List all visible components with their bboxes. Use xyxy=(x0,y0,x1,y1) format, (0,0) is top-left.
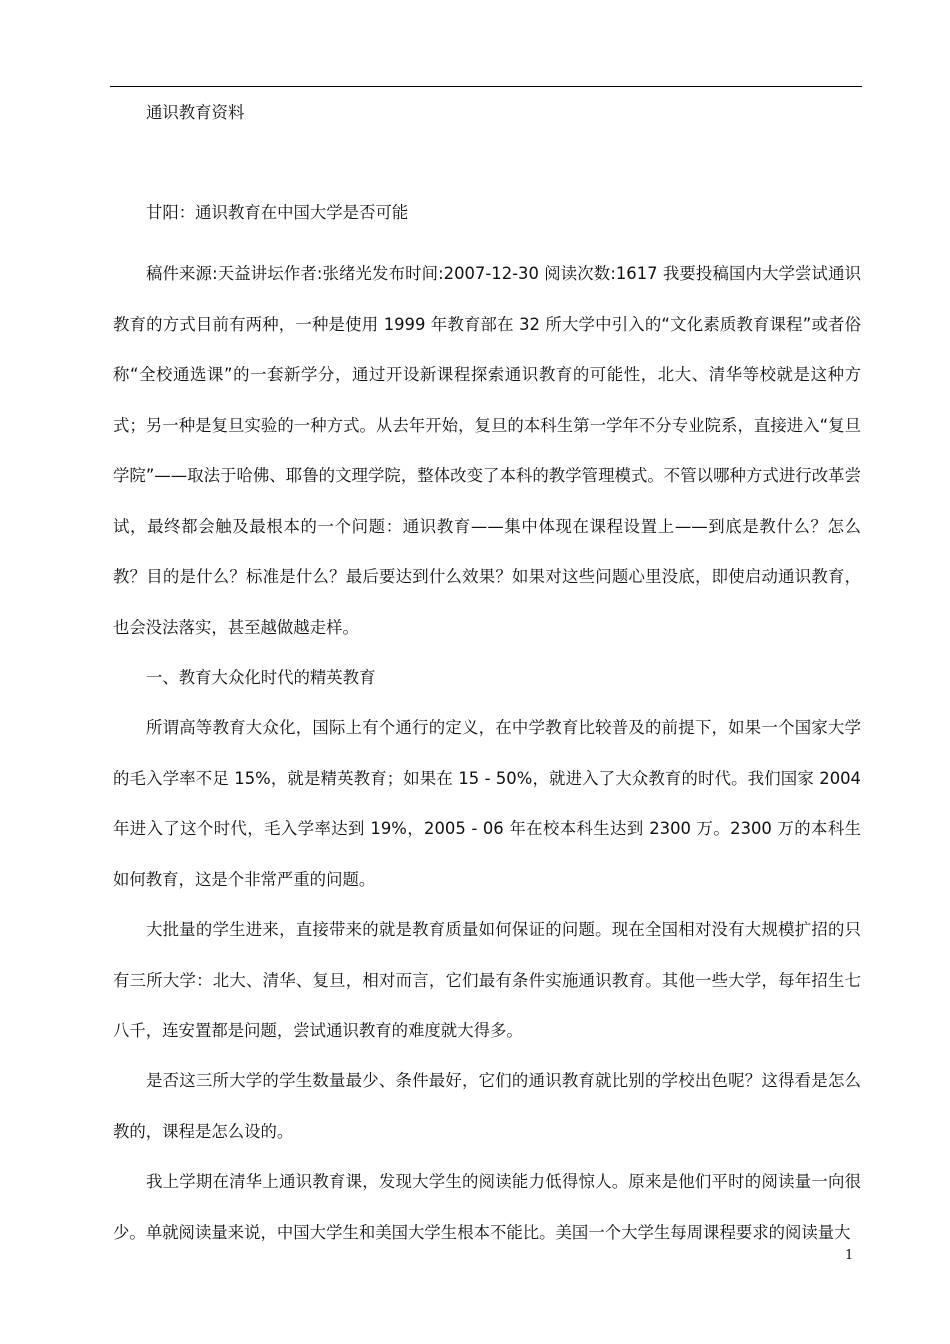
paragraph-three-universities: 是否这三所大学的学生数量最少、条件最好，它们的通识教育就比别的学校出色呢？这得看是怎么教的，课程是怎么设的。 xyxy=(113,1071,861,1141)
paragraph-mass-education: 所谓高等教育大众化，国际上有个通行的定义，在中学教育比较普及的前提下，如果一个国家大学的毛入学率不足 15%，就是精英教育；如果在 15 - 50%，就进入了大众教育的时代。我们国家 2004 年进入了这个时代，毛入学率达到 19%，2005 - 06 年在校本科生达到 2300 万。2300 万的本科生如何教育，这是个非常严重的问题。 xyxy=(113,718,861,889)
page-number: 1 xyxy=(845,1248,854,1263)
paragraph-intro: 稿件来源:天益讲坛作者:张绪光发布时间:2007-12-30 阅读次数:1617 我要投稿国内大学尝试通识教育的方式目前有两种，一种是使用 1999 年教育部在 32 所大学中引入的“文化素质教育课程”或者俗称“全校通选课”的一套新学分，通过开设新课程探索通识教育的可能性，北大、清华等校就是这种方式；另一种是复旦实验的一种方式。从去年开始，复旦的本科生第一学年不分专业院系，直接进入“复旦学院”——取法于哈佛、耶鲁的文理学院，整体改变了本科的教学管理模式。不管以哪种方式进行改革尝试，最终都会触及最根本的一个问题：通识教育——集中体现在课程设置上——到底是教什么？怎么教？目的是什么？标准是什么？最后要达到什么效果？如果对这些问题心里没底，即使启动通识教育，也会没法落实，甚至越做越走样。 xyxy=(113,264,861,637)
header-rule xyxy=(110,86,862,87)
document-title: 通识教育资料 xyxy=(146,103,245,122)
article-title: 甘阳：通识教育在中国大学是否可能 xyxy=(146,203,409,222)
section-heading: 一、教育大众化时代的精英教育 xyxy=(146,668,376,687)
paragraph-quality: 大批量的学生进来，直接带来的就是教育质量如何保证的问题。现在全国相对没有大规模扩招的只有三所大学：北大、清华、复旦，相对而言，它们最有条件实施通识教育。其他一些大学，每年招生七八千，连安置都是问题，尝试通识教育的难度就大得多。 xyxy=(113,920,861,1040)
paragraph-reading: 我上学期在清华上通识教育课，发现大学生的阅读能力低得惊人。原来是他们平时的阅读量一向很少。单就阅读量来说，中国大学生和美国大学生根本不能比。美国一个大学生每周课程要求的阅读量大 xyxy=(113,1172,861,1242)
